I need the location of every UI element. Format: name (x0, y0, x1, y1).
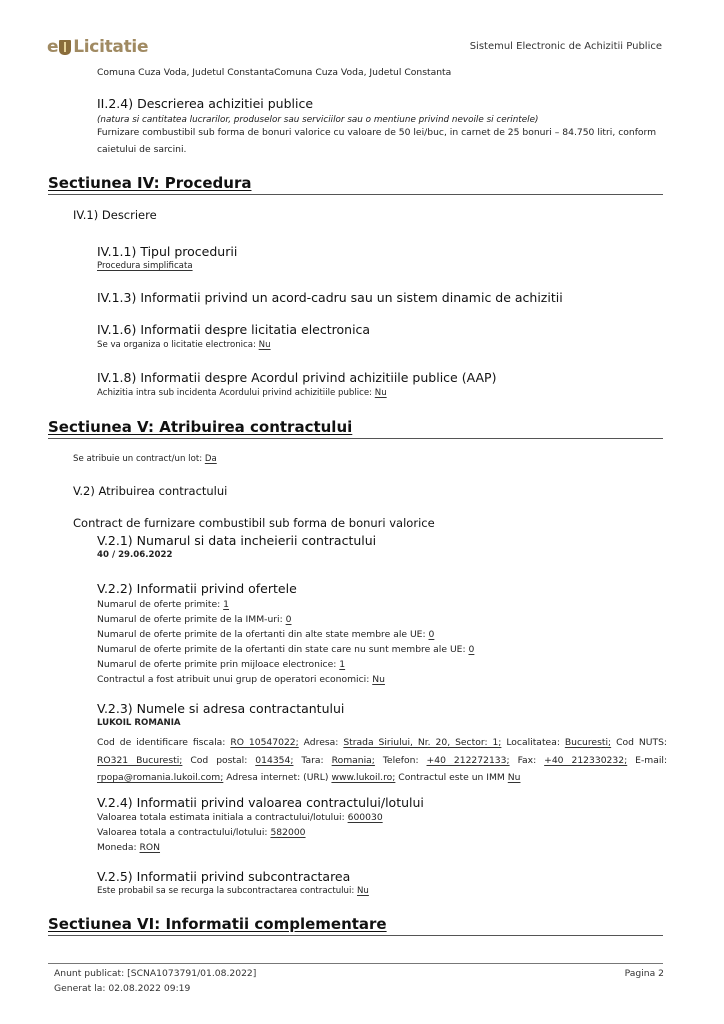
subcontract-value: Nu (357, 886, 369, 896)
nuts-value: RO321 Bucuresti; (97, 754, 183, 766)
currency-label: Moneda: (97, 842, 137, 853)
estimated-value: 600030 (347, 812, 383, 823)
postal-label: Cod postal: (190, 754, 248, 766)
offers-value: 0 (285, 614, 292, 625)
subcontract-label: Este probabil sa se recurga la subcontractarea contractului: (97, 886, 355, 896)
offers-value: 0 (428, 629, 435, 640)
footer-page-number: Pagina 2 (624, 968, 664, 979)
cif-value: RO 10547022; (230, 737, 299, 748)
section-v-heading (48, 418, 663, 439)
value-row (97, 827, 306, 838)
section-iv-1-title: IV.1) Descriere (73, 208, 157, 222)
section-ii-2-4-description: Furnizare combustibil sub forma de bonuri valorice cu valoare de 50 lei/buc, in carnet de 25 bonuri – 84.750 litri, conform caietului de sarcini. (97, 127, 657, 155)
offers-label: Numarul de oferte primite de la ofertanti din state care nu sunt membre ale UE: (97, 644, 466, 655)
url-label: Adresa internet: (URL) (226, 772, 329, 783)
offers-label: Numarul de oferte primite prin mijloace electronice: (97, 659, 337, 670)
contract-title: Contract de furnizare combustibil sub forma de bonuri valorice (73, 516, 435, 530)
v-2-4-title: V.2.4) Informatii privind valoarea contractului/lotului (97, 795, 424, 810)
section-vi-heading (48, 915, 663, 936)
lot-row (73, 454, 217, 464)
lot-label: Se atribuie un contract/un lot: (73, 454, 203, 464)
shield-icon (59, 40, 71, 55)
v-2-2-title: V.2.2) Informatii privind ofertele (97, 581, 297, 596)
v-2-1-title: V.2.1) Numarul si data incheierii contractului (97, 533, 377, 548)
footer-divider (48, 963, 663, 964)
iv-1-8-title: IV.1.8) Informatii despre Acordul privind achizitiile publice (AAP) (97, 370, 497, 385)
nuts-label: Cod NUTS: (616, 737, 667, 748)
contract-number-date: 40 / 29.06.2022 (97, 550, 173, 560)
address-value: Strada Siriului, Nr. 20, Sector: 1; (343, 737, 502, 748)
section-iv-heading (48, 174, 663, 195)
website-link[interactable]: www.lukoil.ro; (331, 772, 396, 783)
contractor-details (97, 734, 667, 787)
logo-suffix: Licitatie (73, 37, 149, 57)
contractor-name: LUKOIL ROMANIA (97, 718, 181, 728)
email-label: E-mail: (635, 754, 668, 766)
v-2-3-title: V.2.3) Numele si adresa contractantului (97, 701, 345, 716)
offers-label: Contractul a fost atribuit unui grup de operatori economici: (97, 674, 370, 685)
section-v-title: Sectiunea V: Atribuirea contractului (48, 418, 353, 436)
location-text: Comuna Cuza Voda, Judetul ConstantaComuna Cuza Voda, Judetul Constanta (97, 67, 452, 78)
imm-value: Nu (507, 772, 521, 783)
country-label: Tara: (301, 754, 324, 766)
iv-1-8-row (97, 388, 387, 398)
v-2-5-title: V.2.5) Informatii privind subcontractarea (97, 869, 351, 884)
logo-prefix: e (47, 37, 59, 57)
iv-1-8-value: Nu (374, 388, 387, 398)
iv-1-8-label: Achizitia intra sub incidenta Acordului privind achizitiile publice: (97, 388, 373, 398)
postal-value: 014354; (255, 754, 294, 766)
country-value: Romania; (331, 754, 375, 766)
offers-value: 1 (223, 599, 230, 610)
phone-label: Telefon: (382, 754, 419, 766)
lot-value: Da (204, 454, 217, 464)
section-ii-2-4-hint: (natura si cantitatea lucrarilor, produselor sau serviciilor sau o mentiune privind nevoile si cerintele) (97, 115, 539, 125)
cif-label: Cod de identificare fiscala: (97, 737, 226, 748)
offers-value: 1 (339, 659, 346, 670)
value-row (97, 842, 160, 853)
offers-value: 0 (468, 644, 475, 655)
elicitatie-logo (47, 37, 148, 57)
offers-value: Nu (372, 674, 385, 685)
offers-row (97, 599, 229, 610)
offers-row (97, 614, 291, 625)
value-label: Valoarea totala a contractului/lotului: (97, 827, 268, 838)
offers-row (97, 659, 345, 670)
imm-label: Contractul este un IMM (398, 772, 505, 783)
subcontract-row (97, 886, 369, 896)
total-value: 582000 (270, 827, 306, 838)
offers-row (97, 629, 434, 640)
fax-value: +40 212330232; (544, 754, 628, 766)
value-label: Valoarea totala estimata initiala a contractului/lotului: (97, 812, 345, 823)
section-iv-title: Sectiunea IV: Procedura (48, 174, 252, 192)
phone-value: +40 212272133; (426, 754, 510, 766)
iv-1-6-value: Nu (258, 340, 271, 350)
iv-1-1-value (97, 261, 193, 271)
city-label: Localitatea: (506, 737, 560, 748)
iv-1-6-row (97, 340, 271, 350)
section-v-2-title: V.2) Atribuirea contractului (73, 484, 228, 498)
address-label: Adresa: (303, 737, 339, 748)
currency-value: RON (139, 842, 161, 853)
offers-row (97, 674, 385, 685)
fax-label: Fax: (517, 754, 537, 766)
iv-1-3-title: IV.1.3) Informatii privind un acord-cadru sau un sistem dinamic de achizitii (97, 290, 563, 305)
city-value: Bucuresti; (564, 737, 612, 748)
value-row (97, 812, 383, 823)
offers-row (97, 644, 474, 655)
offers-label: Numarul de oferte primite de la IMM-uri: (97, 614, 283, 625)
iv-1-6-title: IV.1.6) Informatii despre licitatia electronica (97, 322, 371, 337)
procedure-type-value: Procedura simplificata (97, 261, 193, 271)
offers-label: Numarul de oferte primite de la ofertanti din alte state membre ale UE: (97, 629, 426, 640)
iv-1-6-label: Se va organiza o licitatie electronica: (97, 340, 256, 350)
iv-1-1-title: IV.1.1) Tipul procedurii (97, 244, 238, 259)
section-vi-title: Sectiunea VI: Informatii complementare (48, 915, 387, 933)
footer-generated: Generat la: 02.08.2022 09:19 (54, 983, 191, 994)
email-link[interactable]: rpopa@romania.lukoil.com; (97, 772, 224, 783)
system-title: Sistemul Electronic de Achizitii Publice (469, 41, 662, 52)
footer-published: Anunt publicat: [SCNA1073791/01.08.2022] (54, 968, 257, 979)
section-ii-2-4-title: II.2.4) Descrierea achizitiei publice (97, 96, 314, 111)
offers-label: Numarul de oferte primite: (97, 599, 221, 610)
